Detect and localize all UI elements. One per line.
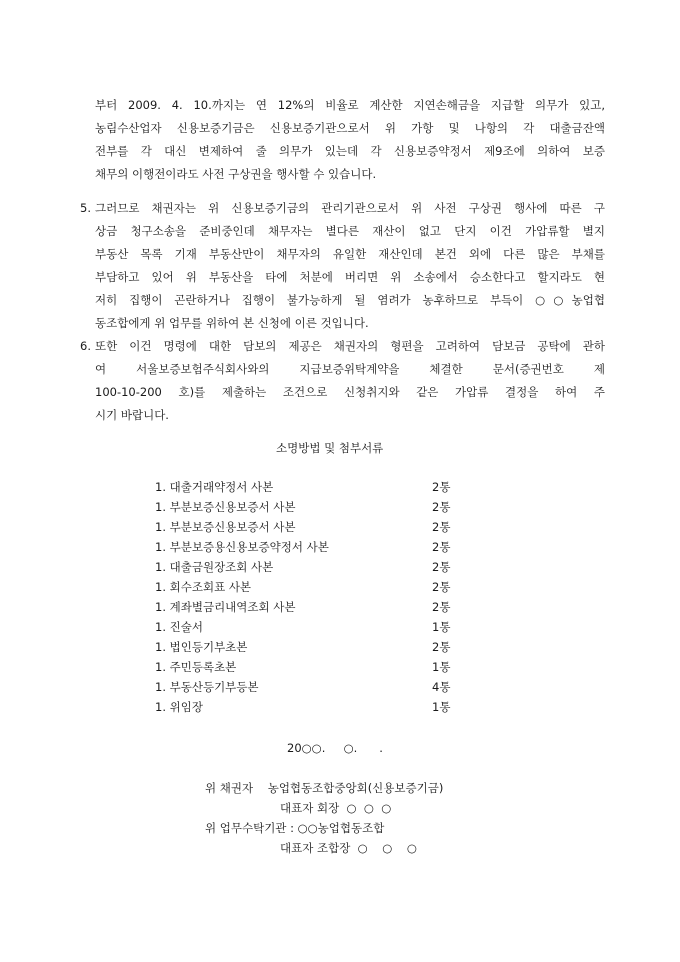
attachment-count: 2통 (432, 560, 451, 574)
attachment-count: 2통 (432, 520, 451, 534)
text-line: 부터 2009. 4. 10.까지는 연 12%의 비율로 계산한 지연손해금을 지급할 의무가 있고, (95, 98, 605, 112)
text-line: 여 서울보증보험주식회사와의 지급보증위탁계약을 체결한 문서(증권번호 제 (95, 362, 605, 376)
text-line: 농림수산업자 신용보증기금은 신용보증기관으로서 위 가항 및 나항의 각 대출금잔액 (95, 121, 605, 135)
text-line: 저히 집행이 곤란하거나 집행이 불가능하게 될 염려가 농후하므로 부득이 ○○농업협 (95, 293, 605, 307)
attachment-count: 2통 (432, 500, 451, 514)
paragraph-5-number: 5. (80, 201, 91, 215)
attachment-name: 1. 진술서 (155, 620, 203, 634)
document-date: 20○○. ○. . (287, 741, 383, 755)
text-line: 상금 청구소송을 준비중인데 채무자는 별다른 재산이 없고 단지 이건 가압류할 별지 (95, 224, 605, 238)
attachment-name: 1. 대출금원장조회 사본 (155, 560, 274, 574)
text-line: 부동산 목록 기재 부동산만이 채무자의 유일한 재산인데 본건 외에 다른 많은 부채를 (95, 247, 605, 261)
creditor-line: 위 채권자 농업협동조합중앙회(신용보증기금) (205, 781, 444, 795)
text-line: 100-10-200 호)를 제출하는 조건으로 신청취지와 같은 가압류 결정을 하여 주 (95, 385, 605, 399)
attachment-name: 1. 부분보증신용보증서 사본 (155, 500, 296, 514)
attachment-name: 1. 주민등록초본 (155, 660, 237, 674)
attachment-count: 1통 (432, 660, 451, 674)
attachment-count: 4통 (432, 680, 451, 694)
attachment-name: 1. 부분보증신용보증서 사본 (155, 520, 296, 534)
attachment-count: 2통 (432, 640, 451, 654)
text-line: 시기 바랍니다. (95, 408, 169, 422)
text-line: 전부를 각 대신 변제하여 줄 의무가 있는데 각 신용보증약정서 제9조에 의하여 보증 (95, 144, 605, 158)
attachment-count: 1통 (432, 620, 451, 634)
attachment-count: 1통 (432, 700, 451, 714)
attachment-count: 2통 (432, 600, 451, 614)
text-line: 채무의 이행전이라도 사전 구상권을 행사할 수 있습니다. (95, 167, 377, 181)
attachment-count: 2통 (432, 540, 451, 554)
attachments-heading: 소명방법 및 첨부서류 (276, 441, 384, 455)
attachment-name: 1. 계좌별금리내역조회 사본 (155, 600, 296, 614)
attachment-name: 1. 대출거래약정서 사본 (155, 480, 274, 494)
text-line: 동조합에게 위 업무를 위하여 본 신청에 이른 것입니다. (95, 316, 369, 330)
attachment-name: 1. 부분보증용신용보증약정서 사본 (155, 540, 329, 554)
attachment-name: 1. 부동산등기부등본 (155, 680, 259, 694)
text-line: 또한 이건 명령에 대한 담보의 제공은 채권자의 형편을 고려하여 담보금 공탁에 관하 (95, 339, 605, 353)
agent-representative: 대표자 조합장 ○ ○ ○ (280, 841, 417, 855)
attachment-count: 2통 (432, 480, 451, 494)
attachment-name: 1. 위임장 (155, 700, 203, 714)
text-line: 그러므로 채권자는 위 신용보증기금의 관리기관으로서 위 사전 구상권 행사에 따른 구 (95, 201, 605, 215)
attachment-name: 1. 회수조회표 사본 (155, 580, 252, 594)
attachment-count: 2통 (432, 580, 451, 594)
creditor-representative: 대표자 회장 ○ ○ ○ (280, 801, 392, 815)
text-line: 부담하고 있어 위 부동산을 타에 처분에 버리면 위 소송에서 승소한다고 할지라도 현 (95, 270, 605, 284)
agent-line: 위 업무수탁기관 : ○○농업협동조합 (205, 821, 385, 835)
paragraph-6-number: 6. (80, 339, 91, 353)
attachment-name: 1. 법인등기부초본 (155, 640, 248, 654)
